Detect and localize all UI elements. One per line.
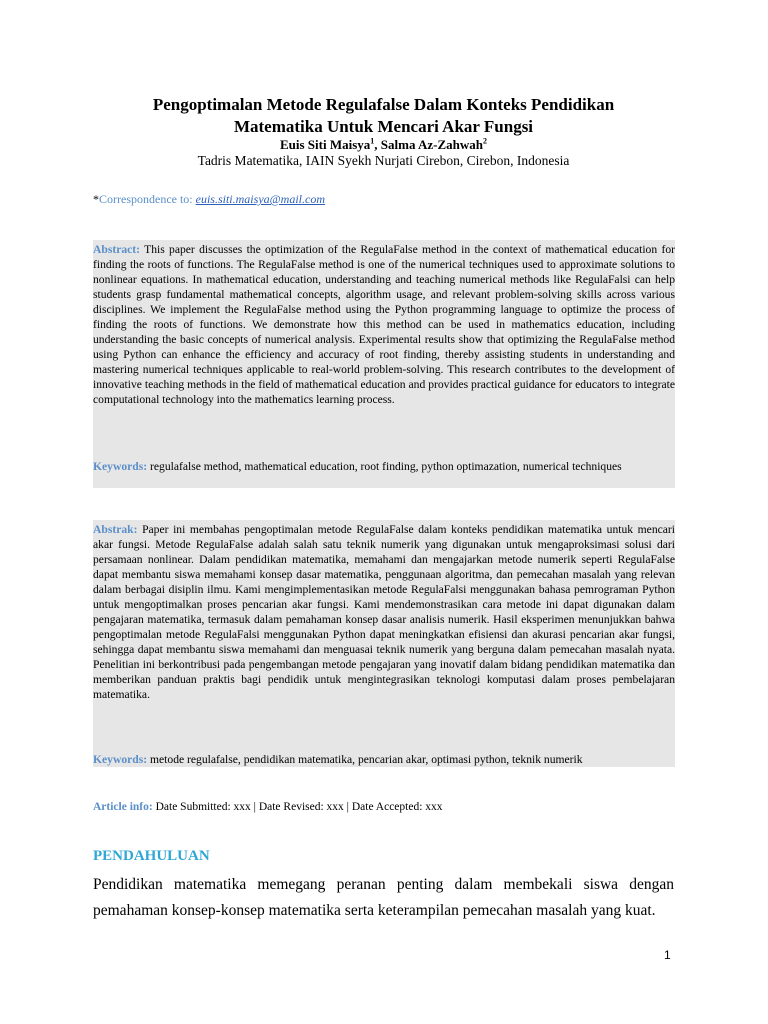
abstract-indonesian-block: [93, 520, 675, 752]
kata-kunci-label: Keywords:: [93, 753, 148, 766]
abstract-english-block: [93, 240, 675, 452]
title-line-2: Matematika Untuk Mencari Akar Fungsi: [233, 117, 534, 136]
author-1: Euis Siti Maisya: [279, 137, 371, 152]
correspondence-star: *: [93, 192, 99, 206]
page-number: 1: [664, 948, 671, 962]
section-heading: PENDAHULUAN: [93, 848, 210, 864]
keywords-english-block: [93, 452, 675, 488]
affiliation: Tadris Matematika, IAIN Syekh Nurjati Cirebon, Cirebon, Indonesia: [197, 153, 570, 168]
correspondence-label: Correspondence to:: [99, 192, 196, 206]
author-separator: ,: [374, 137, 381, 152]
kata-kunci-text: metode regulafalse, pendidikan matematika, pencarian akar, optimasi python, teknik numerik: [150, 753, 583, 766]
keywords-label: Keywords:: [93, 460, 148, 473]
correspondence-email-link[interactable]: euis.siti.maisya@mail.com: [195, 192, 326, 206]
abstract-label: Abstract:: [93, 243, 141, 256]
article-info: [93, 800, 443, 815]
correspondence-line: [93, 192, 325, 207]
article-info-label: Article info:: [93, 801, 153, 813]
author-1-affiliation-mark: 1: [370, 136, 375, 146]
article-info-text: Date Submitted: xxx | Date Revised: xxx | Date Accepted: xxx: [155, 801, 443, 813]
author-list: [93, 137, 674, 153]
author-2-affiliation-mark: 2: [483, 136, 487, 146]
title-line-1: Pengoptimalan Metode Regulafalse Dalam Konteks Pendidikan: [152, 95, 615, 114]
paper-title: [93, 94, 674, 138]
body-paragraph: Pendidikan matematika memegang peranan penting dalam membekali siswa dengan pemahaman konsep-konsep matematika serta keterampilan pemecahan masalah yang kuat.: [93, 876, 674, 919]
keywords-text: regulafalse method, mathematical education, root finding, python optimazation, numerical techniques: [150, 460, 622, 473]
author-2: Salma Az-Zahwah: [380, 137, 483, 152]
abstract-text: This paper discusses the optimization of the RegulaFalse method in the context of mathematical education for finding the roots of functions. The RegulaFalse method is one of the numerical techniques used to approximate solutions to nonlinear equations. In mathematical education, understanding and teaching numerical methods like RegulaFalsi can help students grasp fundamental mathematical concepts, algorithm usage, and relevant problem-solving skills across various disciplines. We implement the RegulaFalse method using the Python programming language to optimize the process of finding the roots of functions. We demonstrate how this method can be used in mathematics education, including understanding the basic concepts of numerical analysis. Experimental results show that optimizing the RegulaFalse method using Python can enhance the efficiency and accuracy of root finding, thereby assisting students in understanding and mastering numerical techniques applicable to real-world problem-solving. This research contributes to the development of innovative teaching methods in the field of mathematical education and provides practical guidance for educators to integrate computational technology into the mathematics learning process.: [93, 243, 675, 406]
abstrak-text: Paper ini membahas pengoptimalan metode RegulaFalse dalam konteks pendidikan matematika untuk mencari akar fungsi. Metode RegulaFalse adalah salah satu teknik numerik yang digunakan untuk mengaproksimasi solusi dari persamaan nonlinear. Dalam pendidikan matematika, memahami dan mengajarkan metode numerik seperti RegulaFalse dapat membantu siswa memahami konsep dasar matematika, penggunaan algoritma, dan pemecahan masalah yang relevan dalam berbagai disiplin ilmu. Kami mengimplementasikan metode RegulaFalsi menggunakan bahasa pemrograman Python untuk mengoptimalkan proses pencarian akar fungsi. Kami mendemonstrasikan cara metode ini dapat digunakan dalam pengajaran matematika, termasuk dalam pemahaman konsep dasar analisis numerik. Hasil eksperimen menunjukkan bahwa pengoptimalan metode RegulaFalsi menggunakan Python dapat meningkatkan efisiensi dan akurasi pencarian akar fungsi, sehingga dapat membantu siswa memahami dan menguasai teknik numerik yang berguna dalam pemecahan masalah nyata. Penelitian ini berkontribusi pada pengembangan metode pengajaran yang inovatif dalam bidang pendidikan matematika dan memberikan panduan praktis bagi pendidik untuk mengintegrasikan teknologi komputasi dalam proses pembelajaran matematika.: [93, 523, 675, 701]
abstrak-label: Abstrak:: [93, 523, 138, 536]
keywords-indonesian-block: [93, 752, 675, 767]
